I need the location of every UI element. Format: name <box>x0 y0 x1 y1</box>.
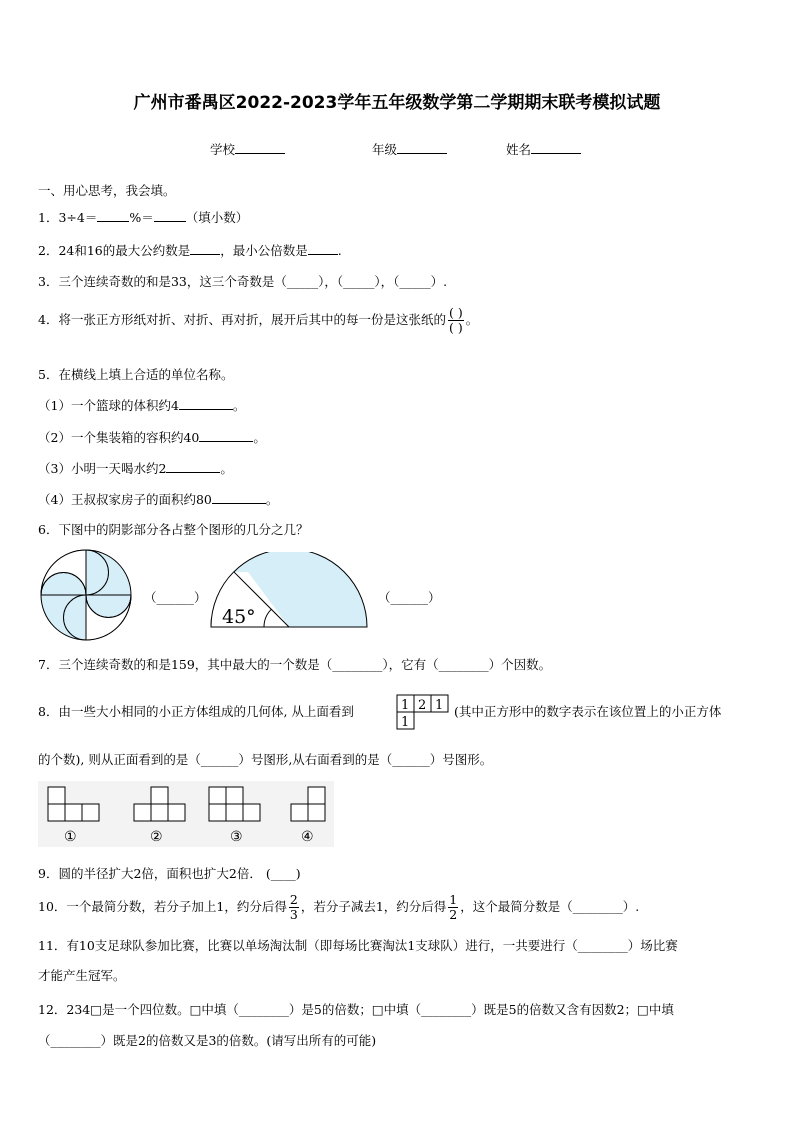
grid-cell-value: 1 <box>401 698 410 713</box>
option-label: ④ <box>301 829 314 845</box>
question-8-line-2: 的个数), 则从正面看到的是（______）号图形,从右面看到的是（______）号图形。 <box>38 752 493 767</box>
question-5-item: （4）王叔叔家房子的面积约80 。 <box>38 492 279 507</box>
question-5-item: （3）小明一天喝水约2 。 <box>38 461 233 476</box>
semicircle-figure <box>208 552 370 630</box>
option-label: ② <box>150 829 163 845</box>
grade-field: 年级 <box>372 140 447 158</box>
page-title: 广州市番禺区2022-2023学年五年级数学第二学期期末联考模拟试题 <box>133 93 661 113</box>
q1-blank-1[interactable] <box>97 209 129 222</box>
q1-blank-2[interactable] <box>154 209 186 222</box>
section-heading: 一、用心思考，我会填。 <box>38 183 176 198</box>
question-11-line-1: 11．有10支足球队参加比赛，比赛以单场淘汰制（即每场比赛淘汰1支球队）进行，一共要进行（________）场比赛 <box>38 938 678 953</box>
question-8-line-1: 8．由一些大小相同的小正方体组成的几何体, 从上面看到 <box>38 704 354 719</box>
grid-cell-value: 1 <box>435 698 444 713</box>
question-1: 1．3÷4＝ %＝ （填小数） <box>38 210 249 225</box>
school-field: 学校 <box>210 140 285 158</box>
grid-cell-value: 2 <box>418 698 427 713</box>
pinwheel-circle-figure <box>38 548 138 642</box>
fraction-2-3: $\frac{2}{3}$ <box>289 892 298 922</box>
grid-cell-value: 1 <box>401 715 410 730</box>
name-blank[interactable] <box>531 141 581 154</box>
question-12-line-1: 12．234□是一个四位数。□中填（________）是5的倍数；□中填（________）既是5的倍数又含有因数2；□中填 <box>38 1002 674 1017</box>
question-3: 3．三个连续奇数的和是33，这三个奇数是（_____），（_____），（_____）. <box>38 274 448 289</box>
q5-blank-3[interactable] <box>166 460 220 473</box>
q5-blank-1[interactable] <box>179 397 233 410</box>
question-5-stem: 5．在横线上填上合适的单位名称。 <box>38 367 234 382</box>
q6-blank-1[interactable]: （______） <box>144 590 207 605</box>
question-11-line-2: 才能产生冠军。 <box>38 968 126 983</box>
fraction-1-2: $\frac{1}{2}$ <box>449 892 458 922</box>
question-5-item: （2）一个集装箱的容积约40 。 <box>38 430 266 445</box>
question-5-item: （1）一个篮球的体积约4 。 <box>38 398 246 413</box>
q5-blank-2[interactable] <box>199 429 253 442</box>
view-options-figure <box>38 781 334 847</box>
q2-blank-1[interactable] <box>190 242 220 255</box>
q2-blank-2[interactable] <box>308 242 338 255</box>
question-9: 9．圆的半径扩大2倍，面积也扩大2倍． (____) <box>38 866 301 881</box>
question-8-line-1b: (其中正方形中的数字表示在该位置上的小正方体 <box>454 704 722 719</box>
q4-fraction-blank[interactable]: $\frac{( )}{( )}$ <box>448 305 463 335</box>
q5-blank-4[interactable] <box>212 491 266 504</box>
angle-label: 45° <box>222 606 256 628</box>
question-6-stem: 6．下图中的阴影部分各占整个图形的几分之几？ <box>38 522 309 537</box>
grade-blank[interactable] <box>397 141 447 154</box>
question-7: 7．三个连续奇数的和是159，其中最大的一个数是（________），它有（________）个因数。 <box>38 657 552 672</box>
option-label: ① <box>64 829 77 845</box>
option-label: ③ <box>230 829 243 845</box>
name-field: 姓名 <box>506 140 581 158</box>
question-2: 2．24和16的最大公约数是 ，最小公倍数是 . <box>38 243 342 258</box>
school-blank[interactable] <box>235 141 285 154</box>
question-4: 4．将一张正方形纸对折、对折、再对折，展开后其中的每一份是这张纸的 $\frac{( )}{( )}$ 。 <box>38 305 479 335</box>
question-12-line-2: （________）既是2的倍数又是3的倍数。(请写出所有的可能) <box>38 1033 377 1048</box>
q6-blank-2[interactable]: （______） <box>378 590 441 605</box>
top-view-grid <box>396 694 452 732</box>
question-10: 10．一个最简分数，若分子加上1，约分后得 $\frac{2}{3}$ ，若分子减去1，约分后得 $\frac{1}{2}$ ，这个最简分数是（________）. <box>38 892 640 922</box>
